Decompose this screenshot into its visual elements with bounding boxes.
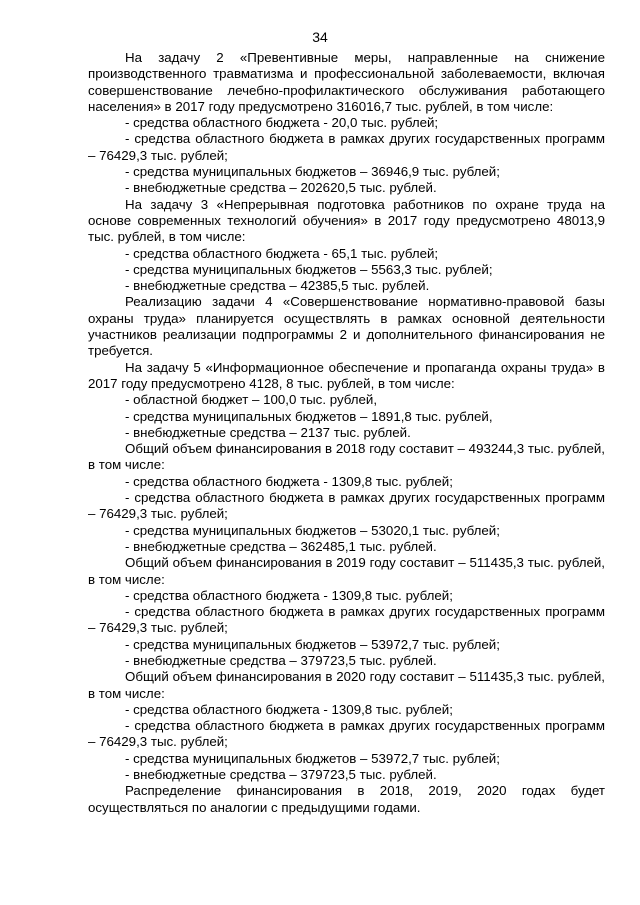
list-item: - средства муниципальных бюджетов – 5563,3 тыс. рублей; [125, 261, 493, 277]
list-item: - средства областного бюджета - 1309,8 тыс. рублей; [125, 473, 453, 489]
document-body [88, 50, 605, 816]
list-item: - областной бюджет – 100,0 тыс. рублей, [125, 392, 378, 408]
list-item: - внебюджетные средства – 2137 тыс. рублей. [125, 424, 411, 440]
paragraph-funding-2020: Общий объем финансирования в 2020 году составит – 511435,3 тыс. рублей, в том числе: [88, 669, 605, 701]
page-number: 34 [312, 29, 328, 45]
paragraph-task-3: На задачу 3 «Непрерывная подготовка работников по охране труда на основе современных технологий обучения» в 2017 году предусмотрено 48013,9 тыс. рублей, в том числе: [88, 196, 605, 245]
list-item: - средства муниципальных бюджетов – 53972,7 тыс. рублей; [125, 750, 500, 766]
list-item: - внебюджетные средства – 42385,5 тыс. рублей. [125, 278, 430, 294]
list-item: - внебюджетные средства – 202620,5 тыс. рублей. [125, 180, 437, 196]
list-item: - средства муниципальных бюджетов – 1891,8 тыс. рублей, [125, 408, 493, 424]
list-item: - внебюджетные средства – 379723,5 тыс. рублей. [125, 652, 437, 668]
list-item: - средства областного бюджета в рамках других государственных программ – 76429,3 тыс. рублей; [88, 718, 605, 750]
list-item: - средства областного бюджета - 20,0 тыс. рублей; [125, 115, 439, 131]
paragraph-task-4: Реализацию задачи 4 «Совершенствование нормативно-правовой базы охраны труда» планируется осуществлять в рамках основной деятельности участников реализации подпрограммы 2 и дополнительного финансирования не требуется. [88, 294, 605, 359]
list-item: - средства областного бюджета - 1309,8 тыс. рублей; [125, 701, 453, 717]
paragraph-funding-2019: Общий объем финансирования в 2019 году составит – 511435,3 тыс. рублей, в том числе: [88, 555, 605, 587]
list-item: - средства областного бюджета - 65,1 тыс. рублей; [125, 245, 439, 261]
list-item: - средства муниципальных бюджетов – 36946,9 тыс. рублей; [125, 164, 500, 180]
list-item: - внебюджетные средства – 379723,5 тыс. рублей. [125, 767, 437, 783]
paragraph-task-2: На задачу 2 «Превентивные меры, направленные на снижение производственного травматизма и профессиональной заболеваемости, включая совершенствование лечебно-профилактического обслуживания работающего населения» в 2017 году предусмотрено 316016,7 тыс. рублей, в том числе: [88, 50, 605, 114]
paragraph-funding-2018: Общий объем финансирования в 2018 году составит – 493244,3 тыс. рублей, в том числе: [88, 441, 605, 473]
list-item: - средства областного бюджета в рамках других государственных программ – 76429,3 тыс. рублей; [88, 604, 605, 636]
paragraph-task-5: На задачу 5 «Информационное обеспечение и пропаганда охраны труда» в 2017 году предусмотрено 4128, 8 тыс. рублей, в том числе: [88, 359, 605, 391]
list-item: - средства муниципальных бюджетов – 53972,7 тыс. рублей; [125, 636, 500, 652]
list-item: - средства областного бюджета - 1309,8 тыс. рублей; [125, 587, 453, 603]
list-item: - внебюджетные средства – 362485,1 тыс. рублей. [125, 538, 437, 554]
paragraph-distribution: Распределение финансирования в 2018, 2019, 2020 годах будет осуществляться по аналогии с предыдущими годами. [88, 783, 605, 815]
list-item: - средства областного бюджета в рамках других государственных программ – 76429,3 тыс. рублей; [88, 131, 605, 163]
list-item: - средства областного бюджета в рамках других государственных программ – 76429,3 тыс. рублей; [88, 490, 605, 522]
list-item: - средства муниципальных бюджетов – 53020,1 тыс. рублей; [125, 522, 500, 538]
